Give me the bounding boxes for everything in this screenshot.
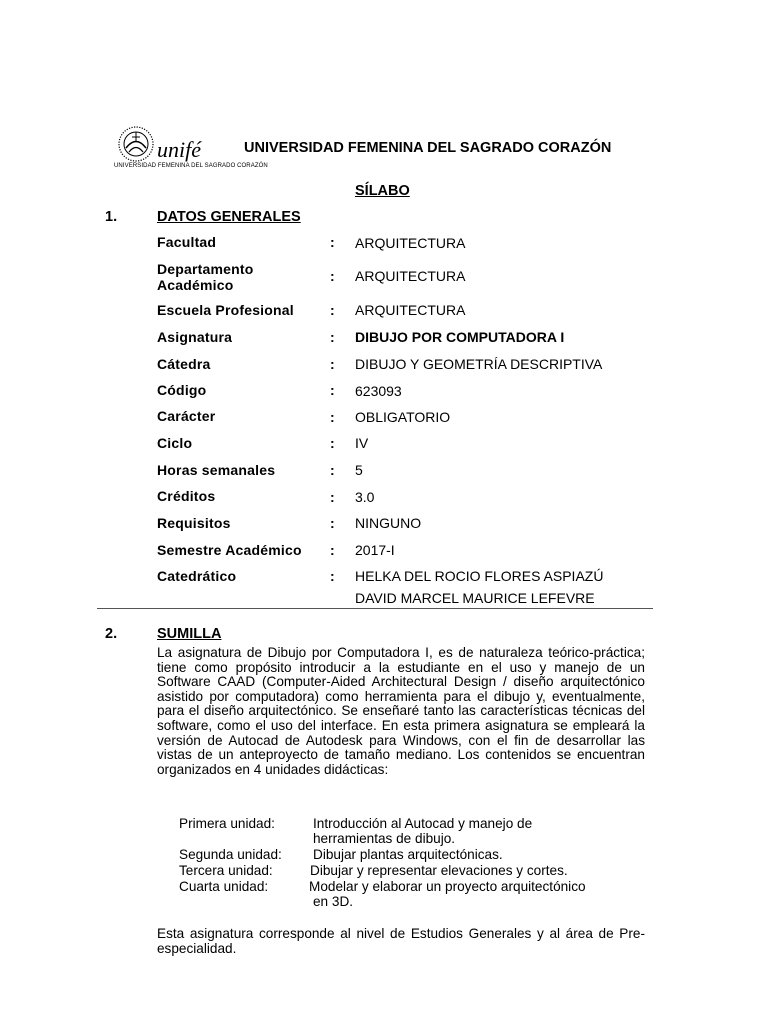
unit-label: Cuarta unidad: — [179, 879, 269, 894]
document-title: SÍLABO — [355, 183, 410, 199]
field-label: Semestre Académico — [157, 542, 302, 558]
field-label: Carácter — [157, 408, 216, 424]
field-value: 623093 — [355, 383, 402, 399]
field-colon: : — [330, 234, 335, 250]
section-2-number: 2. — [105, 626, 118, 642]
unit-description: Modelar y elaborar un proyecto arquitectónico — [309, 879, 586, 894]
field-value: IV — [355, 435, 369, 451]
field-label: Requisitos — [157, 515, 231, 531]
field-colon: : — [330, 302, 335, 318]
field-colon: : — [330, 515, 335, 531]
unit-description: Introducción al Autocad y manejo de — [313, 816, 533, 831]
field-colon: : — [330, 356, 335, 372]
field-colon: : — [330, 329, 335, 345]
field-value: ARQUITECTURA — [355, 302, 466, 318]
field-value: 5 — [355, 462, 363, 478]
field-colon: : — [330, 568, 335, 584]
unit-description-continued: en 3D. — [313, 894, 354, 909]
field-value-continued: DAVID MARCEL MAURICE LEFEVRE — [355, 590, 595, 606]
field-colon: : — [330, 409, 335, 425]
field-colon: : — [330, 462, 335, 478]
field-label: Cátedra — [157, 356, 211, 372]
field-value: HELKA DEL ROCIO FLORES ASPIAZÚ — [355, 568, 604, 584]
field-value: ARQUITECTURA — [355, 268, 466, 284]
field-label: Código — [157, 382, 207, 398]
field-label: Créditos — [157, 488, 216, 504]
unit-description-continued: herramientas de dibujo. — [313, 831, 456, 846]
section-1-number: 1. — [105, 209, 118, 225]
logo-wordmark: unifé — [157, 137, 201, 162]
field-value: 2017-I — [355, 542, 395, 558]
unit-label: Tercera unidad: — [179, 863, 273, 878]
unit-description: Dibujar y representar elevaciones y cortes. — [310, 863, 568, 878]
field-label: Catedrático — [157, 568, 237, 584]
field-label: Ciclo — [157, 435, 193, 451]
section-2-title: SUMILLA — [157, 626, 222, 642]
field-colon: : — [330, 382, 335, 398]
field-value: ARQUITECTURA — [355, 235, 466, 251]
field-label: Horas semanales — [157, 462, 276, 478]
section-divider — [97, 608, 653, 609]
field-value: DIBUJO Y GEOMETRÍA DESCRIPTIVA — [355, 356, 603, 372]
level-paragraph: Esta asignatura corresponde al nivel de Estudios Generales y al área de Pre-especialidad. — [157, 926, 645, 956]
field-colon: : — [330, 489, 335, 505]
field-value: DIBUJO POR COMPUTADORA I — [355, 329, 565, 345]
field-value: NINGUNO — [355, 515, 422, 531]
field-colon: : — [330, 268, 335, 284]
unit-label: Segunda unidad: — [179, 847, 282, 862]
section-1-title: DATOS GENERALES — [157, 209, 301, 225]
sumilla-paragraph: La asignatura de Dibujo por Computadora I, es de naturaleza teórico-práctica; tiene como propósito introducir a la estudiante en el uso y manejo de un Software CAAD (Computer-Aided Architectural Design / diseño arquitectónico asistido por computadora) como herramienta para el dibujo y, eventualmente, para el diseño arquitectónico. Se enseñaré tanto las características técnicas del software, como el uso del interface. En esta primera asignatura se empleará la versión de Autocad de Autodesk para Windows, con el fin de desarrollar las vistas de un anteproyecto de tamaño mediano. Los contenidos se encuentran organizados en 4 unidades didácticas: — [157, 645, 645, 777]
field-value: OBLIGATORIO — [355, 409, 451, 425]
field-value: 3.0 — [355, 489, 375, 505]
field-label: Asignatura — [157, 329, 233, 345]
field-colon: : — [330, 435, 335, 451]
field-label: Escuela Profesional — [157, 302, 294, 318]
field-label: Departamento Académico — [157, 261, 254, 293]
field-label: Facultad — [157, 234, 217, 250]
unit-label: Primera unidad: — [179, 816, 275, 831]
university-name: UNIVERSIDAD FEMENINA DEL SAGRADO CORAZÓN — [244, 140, 612, 156]
field-colon: : — [330, 542, 335, 558]
logo-subtitle: UNIVERSIDAD FEMENINA DEL SAGRADO CORAZÓN — [114, 163, 268, 169]
unit-description: Dibujar plantas arquitectónicas. — [313, 847, 503, 862]
